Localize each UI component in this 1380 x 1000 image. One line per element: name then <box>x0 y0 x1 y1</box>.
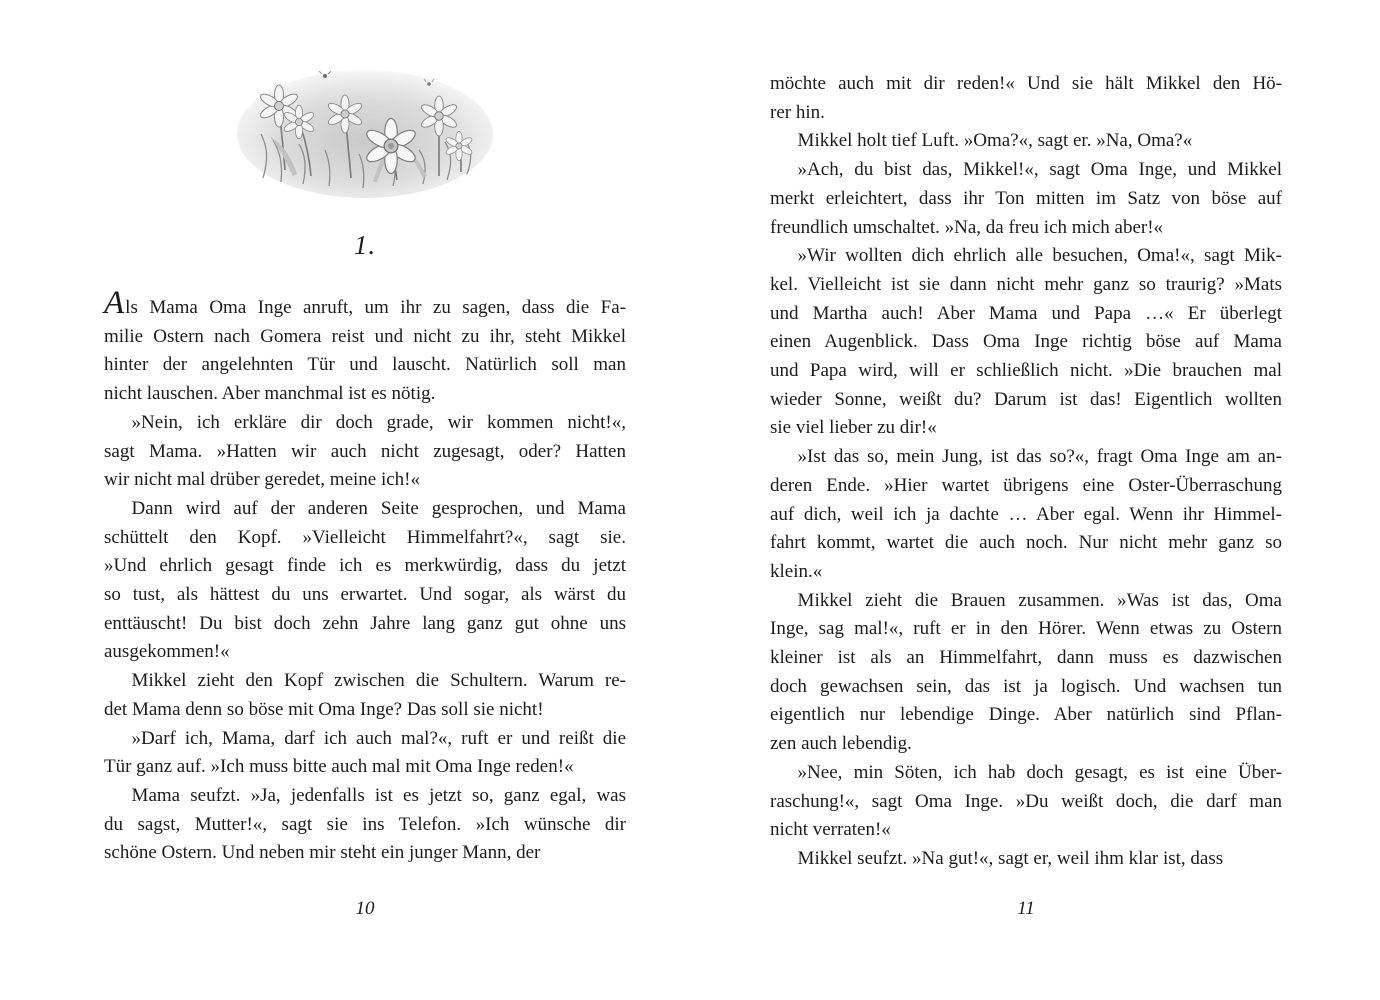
text-line: Mikkel zieht den Kopf zwischen die Schultern. Warum re- <box>131 670 626 692</box>
paragraph <box>770 845 1282 874</box>
text-line: ausgekommen!« <box>104 641 230 663</box>
chapter-illustration <box>233 50 497 202</box>
left-text-column <box>104 285 626 868</box>
text-line: eigentlich nur lebendige Dinge. Aber natürlich sind Pflan- <box>770 704 1282 726</box>
text-line: zen auch lebendig. <box>770 733 912 755</box>
text-line: »Nein, ich erkläre dir doch grade, wir kommen nicht!«, <box>131 411 626 433</box>
text-line: schüttelt den Kopf. »Vielleicht Himmelfahrt?«, sagt sie. <box>104 526 626 548</box>
text-line: Mikkel seufzt. »Na gut!«, sagt er, weil ihm klar ist, dass <box>797 847 1224 869</box>
paragraph <box>104 782 626 868</box>
paragraph <box>770 70 1282 127</box>
text-line: milie Ostern nach Gomera reist und nicht zu ihr, steht Mikkel <box>104 325 626 347</box>
text-line: klein.« <box>770 560 823 582</box>
page-number-right: 11 <box>1017 898 1035 919</box>
text-line: auf dich, weil ich ja dachte … Aber egal. Wenn ihr Himmel- <box>770 503 1282 525</box>
text-line: nicht verraten!« <box>770 819 891 841</box>
text-line: merkt erleichtert, dass ihr Ton mitten im Satz von böse auf <box>770 187 1282 209</box>
text-line: kel. Vielleicht ist sie dann nicht mehr ganz so traurig? »Mats <box>770 273 1282 295</box>
paragraph <box>104 725 626 782</box>
text-line: möchte auch mit dir reden!« Und sie hält Mikkel den Hö- <box>770 73 1282 94</box>
text-line: Mikkel zieht die Brauen zusammen. »Was ist das, Oma <box>797 589 1282 611</box>
text-line: fahrt kommt, wartet die auch noch. Nur nicht mehr ganz so <box>770 532 1282 554</box>
paragraph <box>104 409 626 495</box>
paragraph <box>770 587 1282 759</box>
paragraph <box>770 156 1282 242</box>
text-line: sie viel lieber zu dir!« <box>770 417 937 439</box>
text-line: Als Mama Oma Inge anruft, um ihr zu sagen, dass die Fa- <box>104 285 626 321</box>
page-right <box>770 0 1282 874</box>
text-line: schöne Ostern. Und neben mir steht ein junger Mann, der <box>104 842 541 864</box>
text-line: deren Ende. »Hier wartet übrigens eine Oster-Überraschung <box>770 474 1282 496</box>
text-line: raschung!«, sagt Oma Inge. »Du weißt doch, die darf man <box>770 790 1282 812</box>
paragraph <box>770 759 1282 845</box>
paragraph <box>770 242 1282 443</box>
text-line: du sagst, Mutter!«, sagt sie ins Telefon. »Ich wünsche dir <box>104 813 626 835</box>
text-line: »Darf ich, Mama, darf ich auch mal?«, ruft er und reißt die <box>131 727 626 749</box>
text-line: rer hin. <box>770 101 825 123</box>
text-line: und Papa wird, will er schließlich nicht. »Die brauchen mal <box>770 360 1282 382</box>
text-line: wir nicht mal drüber geredet, meine ich!« <box>104 469 421 491</box>
text-line: »Ist das so, mein Jung, ist das so?«, fragt Oma Inge am an- <box>797 446 1282 468</box>
text-line: doch gewachsen sein, das ist ja logisch. Und wachsen tun <box>770 675 1282 697</box>
right-text-column <box>770 70 1282 874</box>
paragraph <box>104 285 626 409</box>
text-line: und Martha auch! Aber Mama und Papa …« Er überlegt <box>770 302 1282 324</box>
text-line: freundlich umschaltet. »Na, da freu ich mich aber!« <box>770 216 1164 238</box>
daffodil-illustration-svg <box>233 50 497 202</box>
paragraph <box>104 667 626 724</box>
text-line: hinter der angelehnten Tür und lauscht. Natürlich soll man <box>104 354 626 376</box>
chapter-number: 1. <box>353 230 377 260</box>
text-line: so tust, als hättest du uns erwartet. Und sogar, als wärst du <box>104 584 626 606</box>
text-line: Inge, sag mal!«, ruft er in den Hörer. Wenn etwas zu Ostern <box>770 618 1282 640</box>
page-left <box>104 0 626 868</box>
text-line: Mama seufzt. »Ja, jedenfalls ist es jetzt so, ganz egal, was <box>131 784 626 806</box>
text-line: wieder Sonne, weißt du? Darum ist das! Eigentlich wollten <box>770 388 1282 410</box>
text-line: Dann wird auf der anderen Seite gesprochen, und Mama <box>131 497 626 519</box>
text-line: det Mama denn so böse mit Oma Inge? Das soll sie nicht! <box>104 698 544 720</box>
text-line: sagt Mama. »Hatten wir auch nicht zugesagt, oder? Hatten <box>104 440 626 462</box>
paragraph <box>770 443 1282 587</box>
text-line: »Nee, min Söten, ich hab doch gesagt, es ist eine Über- <box>797 761 1282 783</box>
text-line: Mikkel holt tief Luft. »Oma?«, sagt er. »Na, Oma?« <box>797 130 1193 152</box>
text-line: »Und ehrlich gesagt finde ich es merkwürdig, dass du jetzt <box>104 555 626 577</box>
text-line: enttäuscht! Du bist doch zehn Jahre lang ganz gut ohne uns <box>104 612 626 634</box>
text-line: einen Augenblick. Dass Oma Inge richtig böse auf Mama <box>770 331 1282 353</box>
page-number-left: 10 <box>355 898 375 919</box>
text-line: Tür ganz auf. »Ich muss bitte auch mal mit Oma Inge reden!« <box>104 756 574 778</box>
text-line: »Wir wollten dich ehrlich alle besuchen, Oma!«, sagt Mik- <box>797 245 1282 267</box>
drop-cap-initial: A <box>104 285 125 321</box>
paragraph <box>770 127 1282 156</box>
paragraph <box>104 495 626 667</box>
text-line: nicht lauschen. Aber manchmal ist es nötig. <box>104 383 436 405</box>
text-line: kleiner ist als an Himmelfahrt, dann muss es dazwischen <box>770 647 1282 669</box>
text-line: »Ach, du bist das, Mikkel!«, sagt Oma Inge, und Mikkel <box>797 159 1282 181</box>
